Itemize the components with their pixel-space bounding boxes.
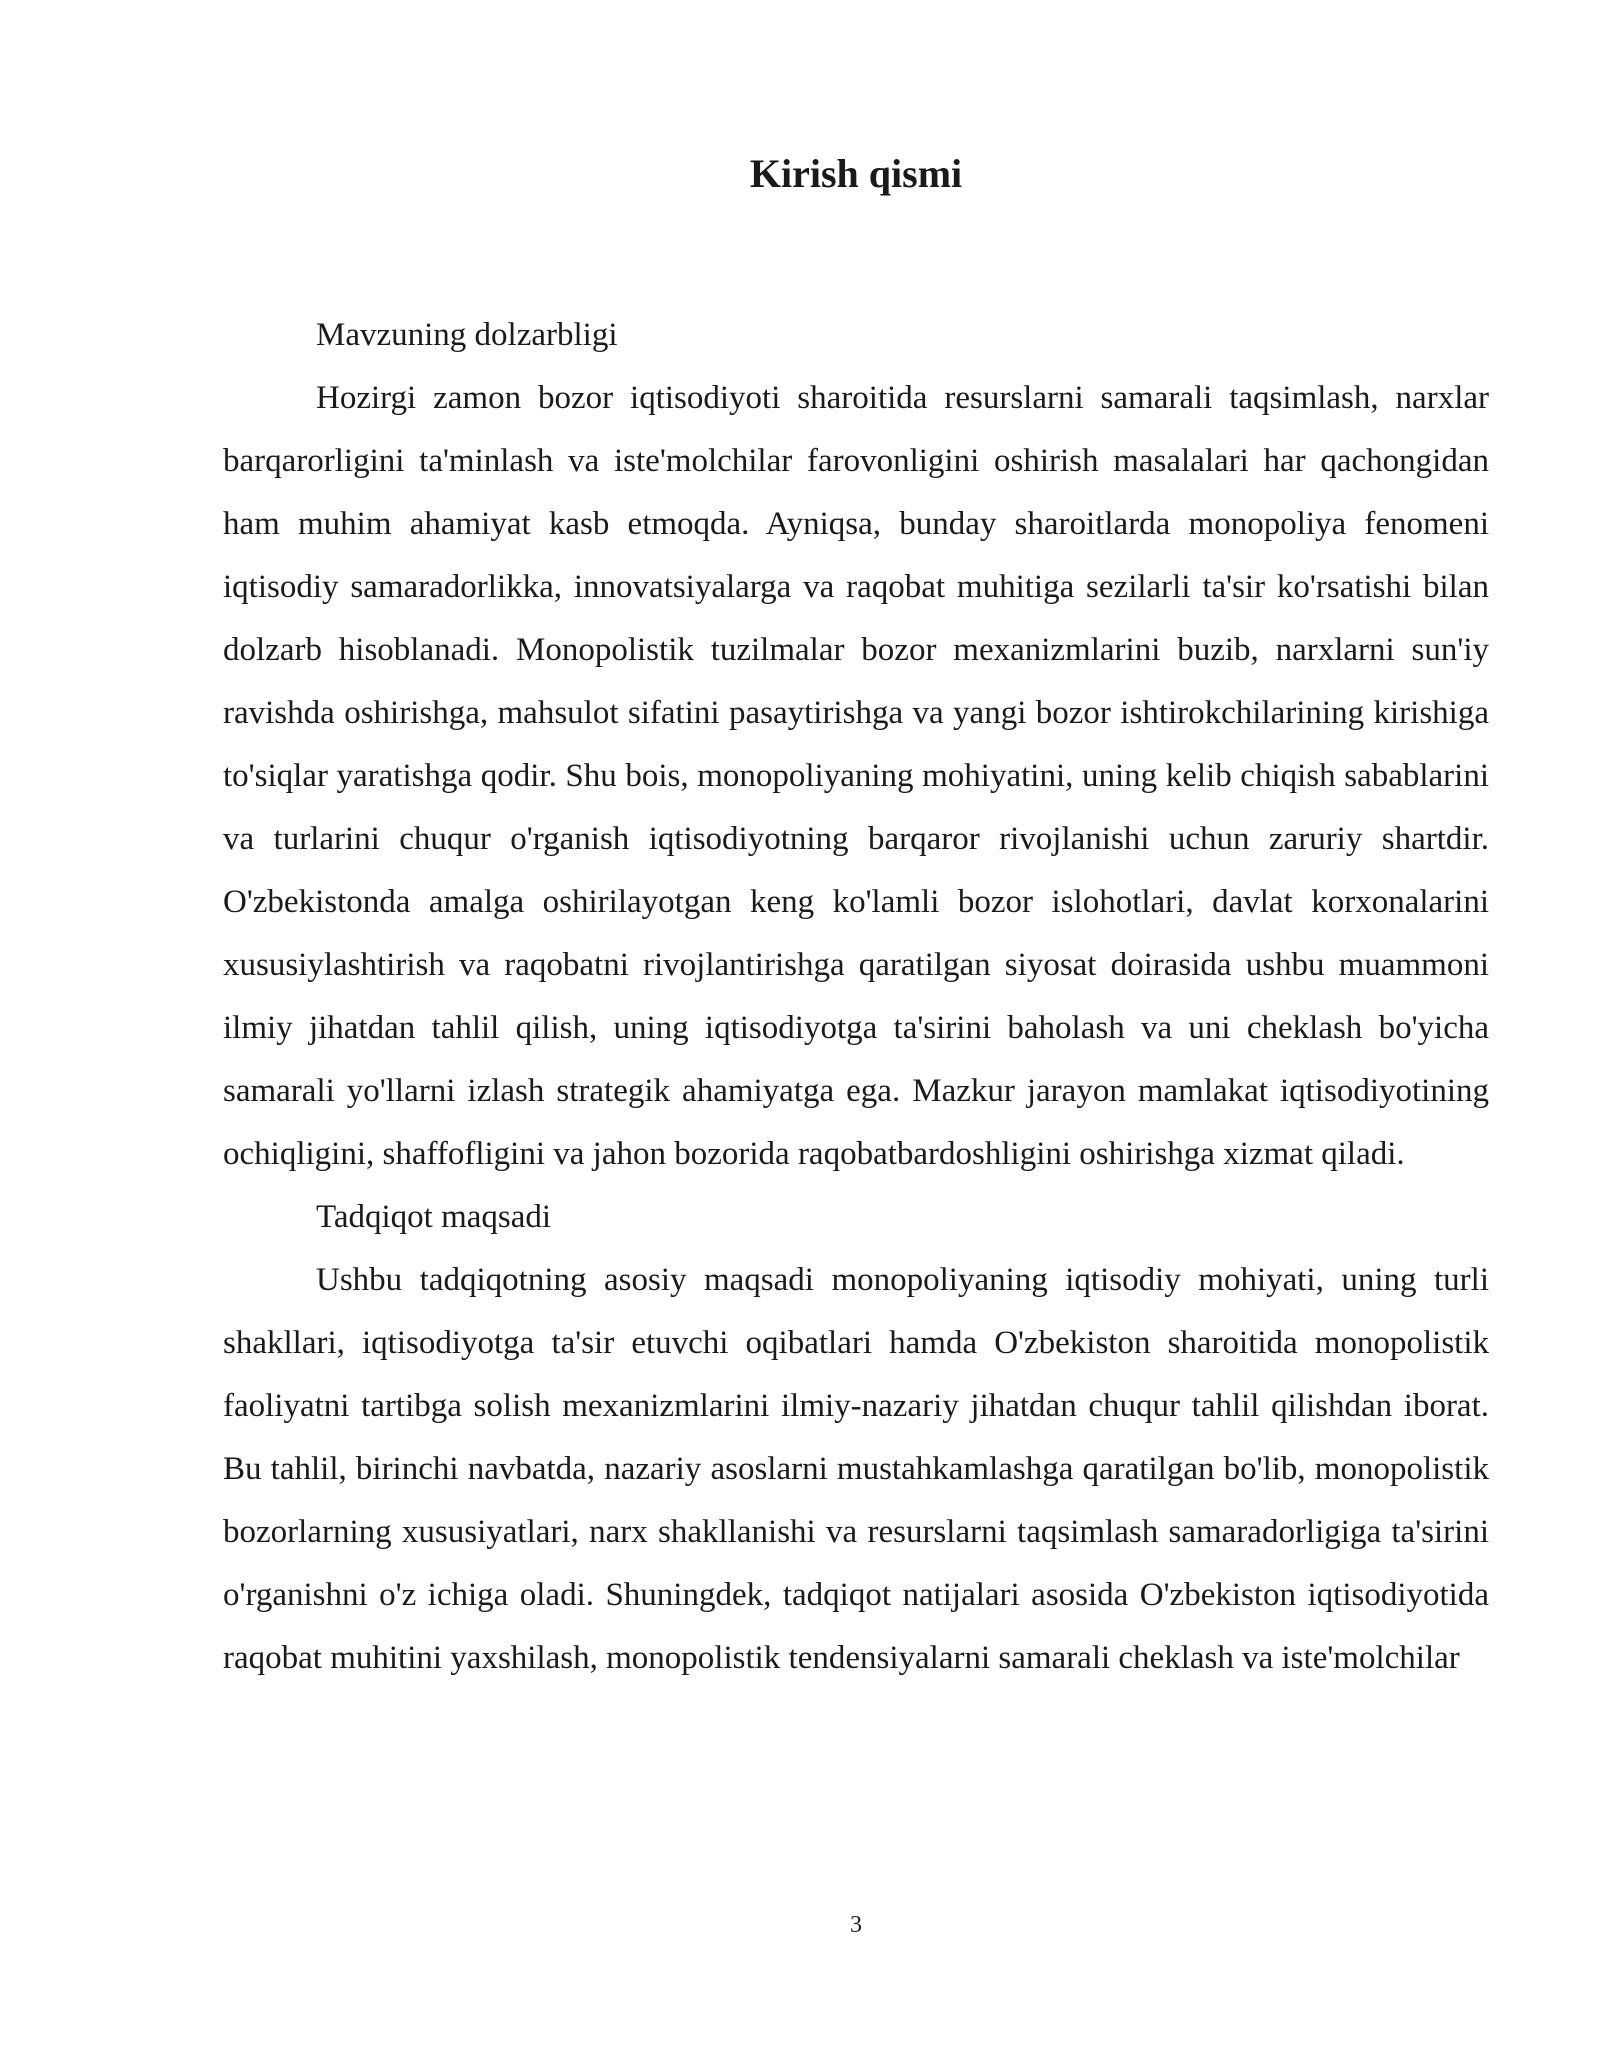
page-title: Kirish qismi: [749, 151, 963, 196]
page-number: 3: [850, 1912, 862, 1938]
paragraph-research-goal: Ushbu tadqiqotning asosiy maqsadi monopoliyaning iqtisodiy mohiyati, uning turli shakllari, iqtisodiyotga ta'sir etuvchi oqibatlari hamda O'zbekiston sharoitida monopolistik faoliyatni tartibga solish mexanizmlarini ilmiy-nazariy jihatdan chuqur tahlil qilishdan iborat. Bu tahlil, birinchi navbatda, nazariy asoslarni mustahkamlashga qaratilgan bo'lib, monopolistik bozorlarning xususiyatlari, narx shakllanishi va resurslarni taqsimlash samaradorligiga ta'sirini o'rganishni o'z ichiga oladi. Shuningdek, tadqiqot natijalari asosida O'zbekiston iqtisodiyotida raqobat muhitini yaxshilash, monopolistik tendensiyalarni samarali cheklash va iste'molchilar: [223, 1262, 1489, 1676]
section-heading-relevance: Mavzuning dolzarbligi: [316, 317, 618, 353]
section-heading-research-goal: Tadqiqot maqsadi: [316, 1199, 552, 1235]
paragraph-relevance: Hozirgi zamon bozor iqtisodiyoti sharoitida resurslarni samarali taqsimlash, narxlar barqarorligini ta'minlash va iste'molchilar farovonligini oshirish masalalari har qachongidan ham muhim ahamiyat kasb etmoqda. Ayniqsa, bunday sharoitlarda monopoliya fenomeni iqtisodiy samaradorlikka, innovatsiyalarga va raqobat muhitiga sezilarli ta'sir ko'rsatishi bilan dolzarb hisoblanadi. Monopolistik tuzilmalar bozor mexanizmlarini buzib, narxlarni sun'iy ravishda oshirishga, mahsulot sifatini pasaytirishga va yangi bozor ishtirokchilarining kirishiga to'siqlar yaratishga qodir. Shu bois, monopoliyaning mohiyatini, uning kelib chiqish sabablarini va turlarini chuqur o'rganish iqtisodiyotning barqaror rivojlanishi uchun zaruriy shartdir. O'zbekistonda amalga oshirilayotgan keng ko'lamli bozor islohotlari, davlat korxonalarini xususiylashtirish va raqobatni rivojlantirishga qaratilgan siyosat doirasida ushbu muammoni ilmiy jihatdan tahlil qilish, uning iqtisodiyotga ta'sirini baholash va uni cheklash bo'yicha samarali yo'llarni izlash strategik ahamiyatga ega. Mazkur jarayon mamlakat iqtisodiyotining ochiqligini, shaffofligini va jahon bozorida raqobatbardoshligini oshirishga xizmat qiladi.: [223, 380, 1489, 1172]
document-body: [223, 304, 1489, 1690]
